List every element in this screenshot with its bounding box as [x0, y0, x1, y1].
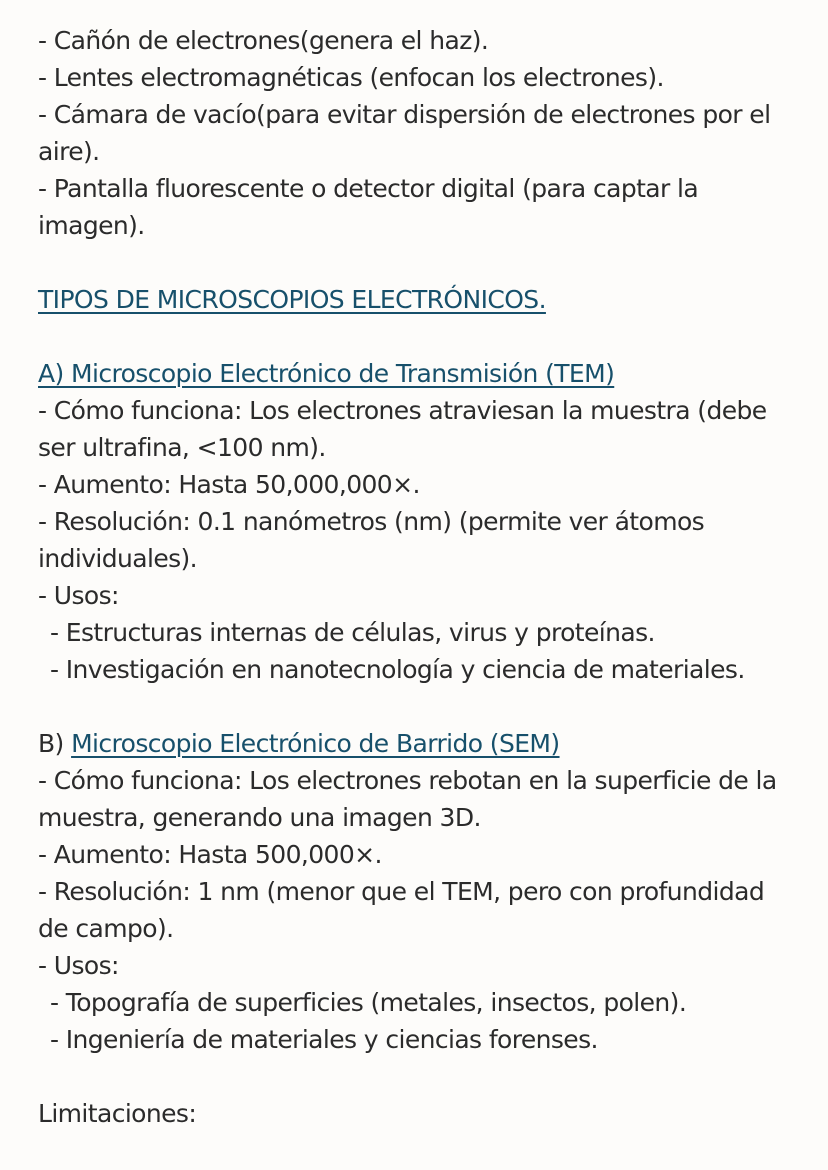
sem-line: - Aumento: Hasta 500,000×. [38, 840, 382, 869]
tem-line: individuales). [38, 544, 198, 573]
sem-heading-link[interactable]: Microscopio Electrónico de Barrido (SEM) [71, 729, 560, 758]
spacer [38, 688, 798, 725]
sem-line: - Cómo funciona: Los electrones rebotan en la superficie de la [38, 766, 777, 795]
tem-line: - Usos: [38, 581, 119, 610]
tem-line: ser ultrafina, <100 nm). [38, 433, 326, 462]
sem-line: de campo). [38, 914, 174, 943]
document-body [38, 22, 798, 1132]
spacer [38, 318, 798, 355]
tem-heading-row [38, 355, 798, 392]
limitations-label: Limitaciones: [38, 1099, 197, 1128]
component-line: - Lentes electromagnéticas (enfocan los electrones). [38, 63, 664, 92]
sem-use-item: - Topografía de superficies (metales, insectos, polen). [50, 988, 687, 1017]
sem-line: - Usos: [38, 951, 119, 980]
sem-heading-row [38, 725, 798, 762]
tem-heading-link[interactable]: A) Microscopio Electrónico de Transmisión (TEM) [38, 359, 615, 388]
sem-line: - Resolución: 1 nm (menor que el TEM, pero con profundidad [38, 877, 765, 906]
component-line: imagen). [38, 211, 145, 240]
sem-use-item: - Ingeniería de materiales y ciencias forenses. [50, 1025, 598, 1054]
tem-use-item: - Investigación en nanotecnología y ciencia de materiales. [50, 655, 745, 684]
spacer [38, 1058, 798, 1095]
tem-line: - Aumento: Hasta 50,000,000×. [38, 470, 420, 499]
component-line: aire). [38, 137, 100, 166]
component-line: - Cámara de vacío(para evitar dispersión de electrones por el [38, 100, 771, 129]
component-line: - Pantalla fluorescente o detector digital (para captar la [38, 174, 699, 203]
sem-heading-prefix: B) [38, 729, 72, 758]
tem-line: - Cómo funciona: Los electrones atraviesan la muestra (debe [38, 396, 767, 425]
sem-line: muestra, generando una imagen 3D. [38, 803, 481, 832]
tem-line: - Resolución: 0.1 nanómetros (nm) (permite ver átomos [38, 507, 705, 536]
tem-use-item: - Estructuras internas de células, virus y proteínas. [50, 618, 655, 647]
types-heading-link[interactable]: TIPOS DE MICROSCOPIOS ELECTRÓNICOS. [38, 285, 546, 314]
types-heading-row [38, 281, 798, 318]
spacer [38, 244, 798, 281]
component-line: - Cañón de electrones(genera el haz). [38, 26, 489, 55]
